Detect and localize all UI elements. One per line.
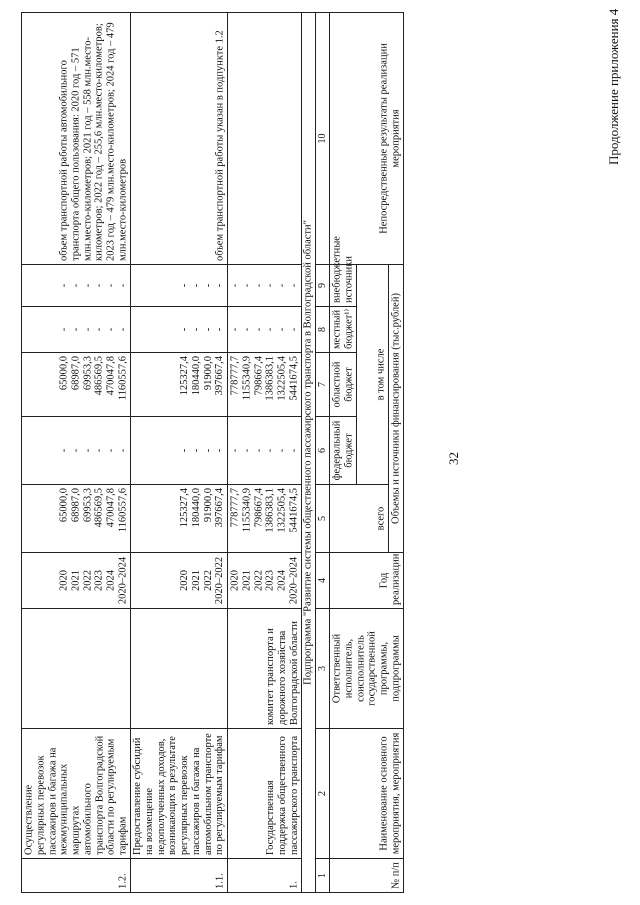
cell-value: - <box>82 327 94 332</box>
cell-value: 91900,0 <box>202 356 214 391</box>
cell-value: 1386383,1 <box>264 488 276 533</box>
cell-value: 69953,3 <box>82 488 94 523</box>
table-row: 1. Государственная поддержка общественного пассажирского транспорта комитет транспорта и дорожного хозяйства Волгоградской области 2020 2021 2022 2023 2024 2020–2024 778777,7 1155340,9 798667,4 1386383,1 1322505,4 5441674,5 - - - - - - 778777,7 1155340,9 798667,4 1386383,1 1322505,4 5441674,5 - - - - - - - - - - - - <box>228 12 302 892</box>
cell-value: - <box>70 327 82 332</box>
cell-value: - <box>179 448 191 453</box>
cell-value: 180440,0 <box>190 356 202 396</box>
cell-value: 397667,4 <box>214 356 226 396</box>
cell-value: - <box>276 327 288 332</box>
cell-value: 778777,7 <box>229 488 241 528</box>
header-including: в том числе <box>357 264 389 484</box>
cell-value: 2022 <box>252 570 264 591</box>
cell-value: 69953,3 <box>82 356 94 391</box>
cell-value: 2024 <box>105 570 117 591</box>
cell-value: - <box>214 327 226 332</box>
cell-value: - <box>179 283 191 288</box>
cell-value: 2020 <box>58 570 70 591</box>
header-num: № п/п <box>330 859 404 893</box>
cell-value: - <box>287 283 299 288</box>
cell-value: 1155340,9 <box>240 488 252 533</box>
cell-value: - <box>202 327 214 332</box>
cell-value: 1160557,6 <box>117 356 129 401</box>
cell-value: - <box>214 448 226 453</box>
cell-value: - <box>287 327 299 332</box>
cell-value: 2021 <box>70 570 82 591</box>
cell-value: 2021 <box>240 570 252 591</box>
cell-value: 2023 <box>264 570 276 591</box>
cell-value: 5441674,5 <box>287 488 299 533</box>
cell-value: - <box>105 327 117 332</box>
cell-value: - <box>179 327 191 332</box>
header-federal: федеральный бюджет <box>330 417 357 485</box>
cell-value: 68987,0 <box>70 488 82 523</box>
cell-value: 2020 <box>229 570 241 591</box>
cell-value: 798667,4 <box>252 488 264 528</box>
cell-value: 180440,0 <box>190 488 202 528</box>
cell-value: - <box>229 283 241 288</box>
cell-value: - <box>264 327 276 332</box>
table-row: 1.2. Осуществление регулярных перевозок пассажиров и багажа на межмуниципальных маршрутах автомобильного транспорта Волгоградской области по регулируемым тарифам 2020 2021 2022 2023 2024 2020–2024 65000,0 68987,0 69953,3 486569,5 470047,8 1160557,6 - - - - - - 65000,0 68987,0 69953,3 486569,5 470047,8 1160557,6 - - - - - - - - - - - - объем транспортной работы автомобильного транспорта общего пользования: 2020 год – 571 млн.место-километров; 2021 год – 558 млн.место-километров; 2022 год – 255,6 млн.место-километров; 2023 год – 479 млн.место-километров; 2024 год – 479 млн.место-километров <box>22 12 131 892</box>
cell-value: - <box>202 283 214 288</box>
cell-value: - <box>214 283 226 288</box>
header-local: местный бюджет¹⁾ <box>330 307 357 353</box>
page-number: 32 <box>446 452 461 465</box>
cell-value: 2020–2024 <box>287 556 299 605</box>
cell-value: - <box>82 283 94 288</box>
cell-value: - <box>229 327 241 332</box>
cell-value: - <box>240 327 252 332</box>
cell-value: - <box>276 283 288 288</box>
cell-value: - <box>252 448 264 453</box>
cell-value: 1160557,6 <box>117 488 129 533</box>
cell-value: 65000,0 <box>58 488 70 523</box>
cell-value: - <box>240 448 252 453</box>
header-results: Непосредственные результаты реализации мероприятия <box>330 12 404 264</box>
cell-value: 1386383,1 <box>264 356 276 401</box>
appendix-title: Продолжение приложения 4 <box>606 8 621 165</box>
cell-value: 2023 <box>93 570 105 591</box>
cell-value: - <box>264 448 276 453</box>
header-year: Год реализации <box>330 553 404 609</box>
cell-value: 2022 <box>202 570 214 591</box>
cell-value: - <box>58 327 70 332</box>
cell-value: - <box>190 448 202 453</box>
cell-value: 1322505,4 <box>276 356 288 401</box>
cell-value: 798667,4 <box>252 356 264 396</box>
header-total: всего <box>330 485 389 553</box>
cell-value: - <box>252 327 264 332</box>
cell-value: 68987,0 <box>70 356 82 391</box>
cell-value: 65000,0 <box>58 356 70 391</box>
column-number-row: 1 2 3 4 5 6 7 8 9 10 <box>316 12 330 892</box>
cell-value: 397667,4 <box>214 488 226 528</box>
cell-value: - <box>93 327 105 332</box>
cell-value: 2024 <box>276 570 288 591</box>
header-executor: Ответственный исполнитель, соисполнитель государственной программы, подпрограммы <box>330 609 404 729</box>
cell-value: 125327,4 <box>179 488 191 528</box>
cell-value: 2020–2024 <box>117 556 129 605</box>
cell-value: 125327,4 <box>179 356 191 396</box>
cell-value: 778777,7 <box>229 356 241 396</box>
table-row: 1.1. Предоставление субсидий на возмещение недополученных доходов, возникающих в результате регулярных перевозок пассажиров и багажа на автомобильном транспорте по регулируемым тарифам 2020 2021 2022 2020–2022 125327,4 180440,0 91900,0 397667,4 - - - - 125327,4 180440,0 91900,0 397667,4 - - - - - - - - объем транспортной работы указан в подпункте 1.2 <box>131 12 228 892</box>
cell-value: 2021 <box>190 570 202 591</box>
cell-value: 470047,8 <box>105 488 117 528</box>
cell-value: - <box>93 448 105 453</box>
cell-value: 1322505,4 <box>276 488 288 533</box>
cell-value: 91900,0 <box>202 488 214 523</box>
cell-value: - <box>58 448 70 453</box>
cell-value: - <box>276 448 288 453</box>
header-name: Наименование основного мероприятия, мероприятия <box>330 729 404 859</box>
cell-value: - <box>82 448 94 453</box>
cell-value: - <box>252 283 264 288</box>
cell-value: 470047,8 <box>105 356 117 396</box>
cell-value: - <box>117 283 129 288</box>
cell-value: - <box>58 283 70 288</box>
cell-value: 486569,5 <box>93 488 105 528</box>
cell-value: - <box>202 448 214 453</box>
cell-value: - <box>264 283 276 288</box>
cell-value: 1155340,9 <box>240 356 252 401</box>
header-extra: внебюджетные источники <box>330 264 357 306</box>
cell-value: - <box>70 448 82 453</box>
cell-value: - <box>190 327 202 332</box>
funding-table <box>21 12 404 893</box>
cell-value: - <box>190 283 202 288</box>
cell-value: - <box>229 448 241 453</box>
cell-value: 2020 <box>179 570 191 591</box>
cell-value: 5441674,5 <box>287 356 299 401</box>
cell-value: - <box>105 283 117 288</box>
cell-value: - <box>117 327 129 332</box>
cell-value: 486569,5 <box>93 356 105 396</box>
cell-value: 2020–2022 <box>214 556 226 605</box>
cell-value: 2022 <box>82 570 94 591</box>
cell-value: - <box>287 448 299 453</box>
cell-value: - <box>240 283 252 288</box>
cell-value: - <box>105 448 117 453</box>
cell-value: - <box>93 283 105 288</box>
header-regional: областной бюджет <box>330 353 357 417</box>
header-funding: Объемы и источники финансирования (тыс.рублей) <box>389 264 404 552</box>
subprogram-title: Подпрограмма "Развитие системы общественного пассажирского транспорта в Волгоградской области" <box>301 12 316 892</box>
cell-value: - <box>70 283 82 288</box>
cell-value: - <box>117 448 129 453</box>
